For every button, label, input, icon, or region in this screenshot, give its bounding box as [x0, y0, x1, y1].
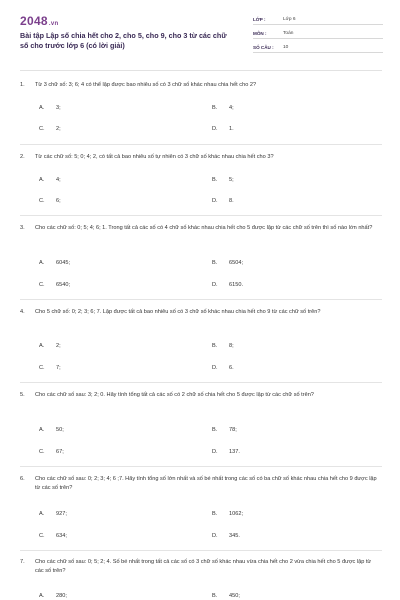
option-letter: B. — [212, 593, 218, 599]
question-number: 7. — [20, 559, 25, 565]
option-letter: D. — [212, 282, 218, 288]
question-separator — [20, 382, 382, 383]
option-d[interactable] — [212, 125, 234, 133]
option-d[interactable] — [212, 197, 234, 205]
option-letter: D. — [212, 198, 218, 204]
option-text: 2; — [56, 126, 61, 132]
option-letter: D. — [212, 533, 218, 539]
option-text: 634; — [56, 533, 67, 539]
option-b[interactable] — [212, 592, 240, 600]
option-text: 67; — [56, 449, 64, 455]
question-text: Cho các chữ số sau: 3; 2; 0. Hãy tính tổng tất cả các số có 2 chữ số chia hết cho 5 được lập từ các chữ số trên? — [35, 392, 314, 398]
option-letter: B. — [212, 511, 218, 517]
option-text: 6540; — [56, 282, 70, 288]
meta-value: Lớp 6 — [283, 16, 296, 22]
option-letter: D. — [212, 126, 218, 132]
option-text: 6150. — [229, 282, 243, 288]
option-letter: C. — [39, 126, 45, 132]
option-a[interactable] — [39, 510, 67, 518]
option-a[interactable] — [39, 592, 67, 600]
option-a[interactable] — [39, 342, 61, 350]
option-text: 78; — [229, 427, 237, 433]
option-b[interactable] — [212, 259, 243, 267]
option-d[interactable] — [212, 281, 243, 289]
option-letter: A. — [39, 593, 45, 599]
question-separator — [20, 466, 382, 467]
option-letter: D. — [212, 365, 218, 371]
option-c[interactable] — [39, 448, 64, 456]
option-text: 6504; — [229, 260, 243, 266]
question-6 — [20, 475, 382, 493]
meta-label: LỚP : — [253, 16, 266, 22]
option-letter: B. — [212, 427, 218, 433]
option-c[interactable] — [39, 532, 67, 540]
meta-row-count — [253, 42, 383, 53]
question-separator — [20, 215, 382, 216]
question-text: Cho các chữ số sau: 0; 5; 2; 4. Số bé nhất trong tất cả các số có 3 chữ số khác nhau vừa chia hết cho 2 vừa chia hết cho 5 được lập từ các số trên? — [35, 559, 372, 575]
option-letter: A. — [39, 260, 45, 266]
option-letter: B. — [212, 105, 218, 111]
question-3 — [20, 224, 382, 233]
option-text: 345. — [229, 533, 240, 539]
option-a[interactable] — [39, 104, 61, 112]
option-text: 3; — [56, 105, 61, 111]
document-title: Bài tập Lập số chia hết cho 2, cho 5, cho 9, cho 3 từ các chữ số cho trước lớp 6 (có lời giải) — [20, 31, 227, 50]
question-7 — [20, 558, 382, 576]
logo-suffix: .vn — [48, 21, 59, 27]
option-text: 6045; — [56, 260, 70, 266]
meta-row-class — [253, 14, 383, 25]
option-text: 1. — [229, 126, 234, 132]
option-letter: C. — [39, 282, 45, 288]
option-b[interactable] — [212, 426, 237, 434]
option-b[interactable] — [212, 104, 234, 112]
question-stem — [20, 558, 382, 576]
option-c[interactable] — [39, 125, 61, 133]
logo-text: 2048 — [20, 14, 48, 28]
question-1 — [20, 81, 382, 90]
option-text: 7; — [56, 365, 61, 371]
option-c[interactable] — [39, 281, 70, 289]
option-letter: C. — [39, 198, 45, 204]
option-letter: C. — [39, 533, 45, 539]
option-b[interactable] — [212, 510, 243, 518]
question-stem — [20, 81, 382, 90]
option-c[interactable] — [39, 197, 61, 205]
meta-value: Toán — [283, 30, 294, 36]
option-letter: A. — [39, 427, 45, 433]
meta-panel — [253, 14, 383, 56]
question-text: Cho các chữ số: 0; 5; 4; 6; 1. Trong tất cả các số có 4 chữ số khác nhau chia hết cho 5 được lập từ các chữ số trên thì số nào lớn nhất? — [35, 225, 373, 231]
option-text: 4; — [56, 177, 61, 183]
option-letter: A. — [39, 343, 45, 349]
question-separator — [20, 144, 382, 145]
question-number: 5. — [20, 392, 25, 398]
meta-value: 10 — [283, 44, 289, 50]
option-letter: B. — [212, 177, 218, 183]
question-text: Từ 3 chữ số: 3; 6; 4 có thể lập được bao nhiêu số có 3 chữ số khác nhau chia hết cho 2? — [35, 82, 257, 88]
option-d[interactable] — [212, 532, 240, 540]
option-text: 1062; — [229, 511, 243, 517]
option-c[interactable] — [39, 364, 61, 372]
option-text: 5; — [229, 177, 234, 183]
question-number: 6. — [20, 476, 25, 482]
option-letter: C. — [39, 449, 45, 455]
option-text: 450; — [229, 593, 240, 599]
question-text: Cho 5 chữ số: 0; 2; 3; 6; 7. Lập được tất cả bao nhiêu số có 3 chữ số khác nhau chia hết cho 9 từ các chữ số trên? — [35, 309, 321, 315]
question-5 — [20, 391, 382, 400]
meta-label: SỐ CÂU : — [253, 44, 274, 50]
meta-label: MÔN : — [253, 30, 267, 36]
option-text: 4; — [229, 105, 234, 111]
meta-row-subject — [253, 28, 383, 39]
header-divider — [20, 70, 382, 71]
question-text: Cho các chữ số sau: 0; 2; 3; 4; 6 ;7. Hãy tính tổng số lớn nhất và số bé nhất trong các số có ba chữ số khác nhau chia hết cho 9 được lập từ các số trên? — [35, 476, 377, 492]
question-number: 3. — [20, 225, 25, 231]
question-stem — [20, 475, 382, 493]
question-number: 4. — [20, 309, 25, 315]
option-b[interactable] — [212, 176, 234, 184]
option-text: 927; — [56, 511, 67, 517]
question-4 — [20, 308, 382, 317]
question-stem — [20, 224, 382, 233]
question-text: Từ các chữ số: 5; 0; 4; 2, có tất cả bao nhiêu số tự nhiên có 3 chữ số khác nhau chia hết cho 3? — [35, 154, 274, 160]
option-d[interactable] — [212, 448, 240, 456]
option-text: 280; — [56, 593, 67, 599]
option-letter: A. — [39, 511, 45, 517]
option-text: 137. — [229, 449, 240, 455]
question-number: 2. — [20, 154, 25, 160]
question-stem — [20, 308, 382, 317]
option-text: 6; — [56, 198, 61, 204]
option-letter: A. — [39, 177, 45, 183]
option-letter: B. — [212, 343, 218, 349]
site-logo[interactable] — [20, 14, 58, 28]
option-b[interactable] — [212, 342, 234, 350]
question-stem — [20, 391, 382, 400]
question-separator — [20, 550, 382, 551]
document-header — [0, 0, 400, 70]
question-number: 1. — [20, 82, 25, 88]
option-text: 6. — [229, 365, 234, 371]
option-text: 2; — [56, 343, 61, 349]
option-d[interactable] — [212, 364, 234, 372]
option-text: 50; — [56, 427, 64, 433]
question-2 — [20, 153, 382, 162]
question-separator — [20, 299, 382, 300]
option-letter: D. — [212, 449, 218, 455]
option-a[interactable] — [39, 176, 61, 184]
option-a[interactable] — [39, 259, 70, 267]
option-letter: C. — [39, 365, 45, 371]
option-text: 8; — [229, 343, 234, 349]
question-stem — [20, 153, 382, 162]
option-text: 8. — [229, 198, 234, 204]
option-a[interactable] — [39, 426, 64, 434]
option-letter: B. — [212, 260, 218, 266]
option-letter: A. — [39, 105, 45, 111]
